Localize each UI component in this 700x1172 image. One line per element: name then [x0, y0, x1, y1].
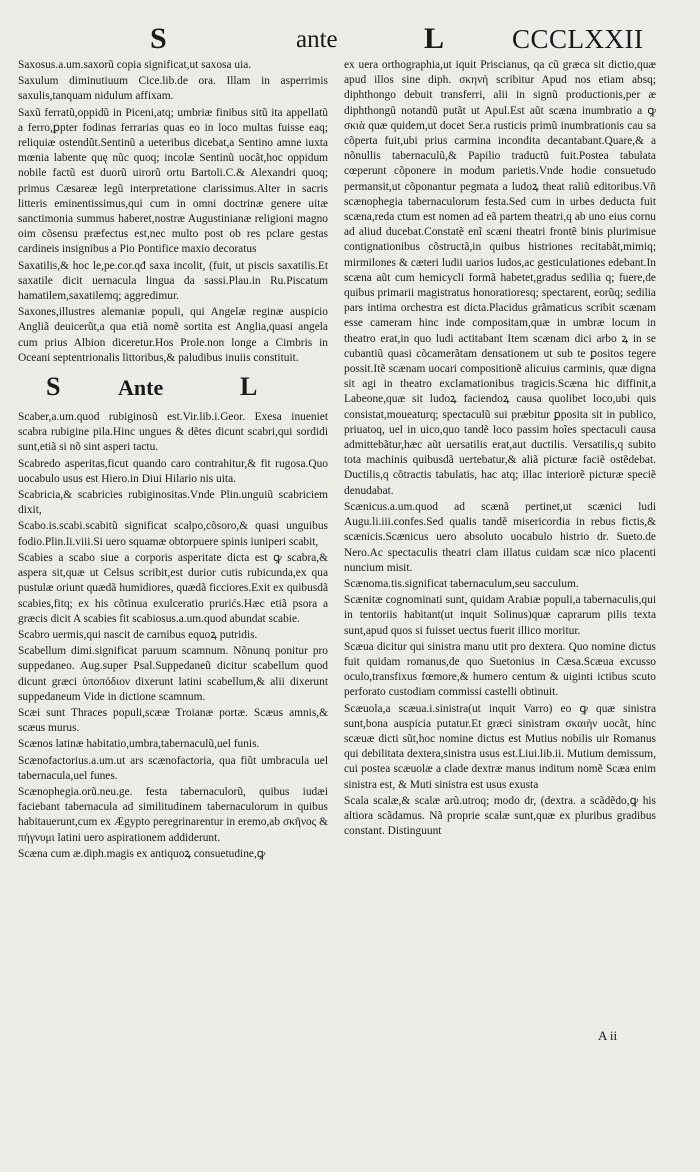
entry-saxosus: Saxosus.a.um.saxorũ copia significat,ut saxosa uia. [18, 59, 252, 71]
entry-scabies: Scabies a scabo siue a corporis asperitate dicta est ꝙ scabra,& aspera sit,quæ ut Celsus scribit,est durior cutis rubicunda,ex qua pustulæ oriunt quædã humidiores, quædã ficciores.Exit ex quibusdã scabies,fitq; ex his cõtinua exulceratio prurićs.Hæc etiã psora a græcis dicit A scabies fit scabiosus.a.um.quod abundat scabie. [18, 551, 328, 625]
entry-saxulum: Saxulum diminutiuum Cice.lib.de ora. Illam in asperrimis saxulis,tanquam nidulum affixam. [18, 75, 328, 103]
header-running-title: ante [296, 26, 338, 53]
entry-scaenophegia: Scænophegia.orũ.neu.ge. festa tabernaculorũ, quibus iudæi faciebant tabernacula ad similitudinem tabernaculorum in quibus habitauerunt,cum ex Ægypto peregrinarentur in eremo,ab σκῆνος & πήγνυμι latini uero aspirationem addiderunt. [18, 785, 328, 844]
entry-scabo: Scabo.is.scabi.scabitũ significat scalpo,cõsoro,& quasi unguibus fodio.Plin.li.viii.Si uero squamæ obtorpuere spinis iuniperi scabit, [18, 520, 328, 548]
right-column [344, 58, 656, 840]
entry-scala: Scala scalæ,& scalæ arũ.utroq; modo dr, (dextra. a scãdẽdo,ꝙ his altiora scãdamus. Nã proprie scalæ sunt,quæ ex pluribus gradibus constant. Distinguunt [344, 794, 656, 838]
header-left-mark: S [150, 22, 167, 55]
section-right-mark: L [240, 372, 258, 402]
entry-scaei: Scæi sunt Thraces populi,scææ Troianæ portæ. Scæus amnis,& scæus murus. [18, 706, 328, 735]
signature-mark: A ii [598, 1028, 618, 1043]
entry-scabricia: Scabricia,& scabricies rubiginositas.Vnde Plin.unguiũ scabriciem dixit, [18, 489, 328, 517]
section-title: Ante [118, 375, 164, 401]
left-column [18, 58, 328, 863]
section-heading [18, 370, 328, 408]
header-right-mark: L [424, 22, 445, 55]
entry-scaenicus: Scænicus.a.um.quod ad scænã pertinet,ut scænici ludi Augu.li.iii.confes.Sed qualis tandẽ misericordia in rebus fictis,& scænicis.Scænicus uero absoluto uocabulo histrio dr. Sueto.de Nero.Ac spectaculis theatri clam illatus cuidam scæ nico placenti nuncium misit. [344, 500, 656, 574]
section-left-mark: S [46, 372, 61, 402]
entry-scaeuola: Scæuola,a scæua.i.sinistra(ut inquit Varro) eo ꝙ quæ sinistra sunt,bona auspicia putatur.Et græci sinistram σκαιὴν uocãt, hinc scæuæ dicti sũt,hoc nomine dictus est Mutius nobilis uir Romanus qui debilitata dextera,sinistra usus est.Liui.lib.ii. Mutium demissum, cui postea scæuolæ a clade dextræ manus inditum nomẽ Scæa enim sinistra est, & Muti sinistra est usus exusta [344, 702, 656, 791]
entry-scabellum: Scabellum dimi.significat paruum scamnum. Nõnunq ponitur pro suppedaneo. Aug.super Psal.Suppedaneũ dicitur scabellum quod dicunt græci ὑποπόδιον dixerunt latini scabellum,& alii dixerunt suppedaneum Vide in dictione scamnum. [18, 645, 328, 703]
entry-saxones: Saxones,illustres alemaniæ populi, qui Angelæ reginæ auspicio Angliã deuicerũt,a qua etiã nomẽ sortita est Anglia,quasi angela cum prius Albion diceretur.Hos Prole.non longe a Cimbris in Oceani septentrionalis littoribus,& paludibus inuiis constituit. [18, 306, 328, 364]
entry-scaena-continued: ex uera orthographia,ut iquit Priscianus, qa cũ græca sit dictio,quæ apud illos sine diph. σκηνὴ scribitur Apud nos etiam absq; diphthongo debuit transferri, alii in signũ productionis,per æ diphthongũ notandũ putãt ut Apul.Est aũt scæna inumbratio a ꝙ σκιὰ quæ quidem,ut docet Ser.a rusticis primũ inumbrationis cau sa cõperta fuit,ubi prius carmina incondita decantabant.Quare,& a nõnullis tabernaculũ,& Papilio traductũ fuit.Postea tabulata cœperunt cõponere in modum parietis.Vnde hodie consuetudo permansit,ut cõponantur pegmata a ludoꝝ theat raliũ editoribus.Vñ scænophegia tabernaculorum festa.Sed cum in urbes deducta fuit scæna,reda ctum est nomen ad eã partem theatri,q ab uno eius cornu ad aliud ducebat.Constatẽ enĩ scæni theatri frontẽ binis plurimisue contignationibus cõstructã,in quibus histriones recitabãt,mimiq; mirmilones & cæteri ludii uarios ludos,ac gesticulationes edebant.In scæna aũt cum hemicycli formã habetet,gradus sedilia q; fuere,de quibus primarii magistratus honoratioresq; spectarent, eorũq; sedilia pars intima orchestra est dicta.Placidus grãmaticus scribit scænam esse cameram hinc inde compositam,quæ in umbræ locum in theatro erat,in quo ludi actitabant Item scænam dici arbo ꝝ in se cubantiũ quasi cõcamerãtam densationem ut sub te ꝑositos tegere possit.Itẽ scænam uocari compositionẽ alicuius carminis, quæ digna sit agi in theatro exclamationibus tragicis.Scæna hic diffinit,a Labeone,quæ sit ludoꝝ faciendoꝝ causa quolibet loco,ubi quis consistat,moueaturq; spectaculũ sui præbitur ꝑposita sit in publico, priuatoq, uel in uico,quo tandẽ loco passim hoĩes spectaculi causa admittebãtur,hæc aũt uersatilis erat,aut ductilis. Versatilis,q subito tota machinis quibusdã uertebatur,& aliã picturæ faciẽ ostẽdebat. Ductilis,q cõtractis tabulatis, hac atq; illac interiorẽ picturæ speciẽ denudabat. [344, 59, 656, 497]
entry-scaenofactorius: Scænofactorius.a.um.ut ars scænofactoria, qua fiũt umbracula uel tabernacula,uel funes. [18, 754, 328, 782]
entry-scaenoma: Scænoma.tis.significat tabernaculum,seu sacculum. [344, 577, 579, 590]
entry-scabredo: Scabredo asperitas,ficut quando caro contrahitur,& fit rugosa.Quo uocabulo usus est Hiero.in Diui Hilario nis uita. [18, 457, 328, 485]
entry-scaena: Scæna cum æ.diph.magis ex antiquoꝝ consuetudine,ꝙ [18, 847, 266, 860]
folio-number: CCCLXXII [512, 24, 644, 54]
entry-scaber: Scaber,a.um.quod rubiginosũ est.Vir.lib.i.Geor. Exesa inueniet scabra rubigine pila.Hinc ungues & dẽtes dicunt scabri,qui sordidi sunt,etiã si nõ sint asperi tactu. [18, 411, 328, 454]
entry-scabro: Scabro uermis,qui nascit de carnibus equoꝝ putridis. [18, 628, 258, 641]
entry-saxatilis: Saxatilis,& hoc le,pe.cor.qđ saxa incolit, (fuit, ut piscis saxatilis.Et saxatile dicit uernacula lingua da sassi.Plau.in Ru.Piscatum hamatilem,saxatilemq; aggredimur. [18, 259, 328, 303]
entry-saxum-ferratum: Saxũ ferratũ,oppidũ in Piceni,atq; umbriæ finibus sitũ ita appellatũ a ferro,ꝑpter fodinas ferrarias quas eo in loco multas fuisse eaq; reliquiæ ostendũt.Sentinũ a ueteribus dicebat,a Sentino amne iuxta mœnia labente quę nũc quoq; incolæ Sentinũ uocãt,hoc oppidum nobile factũ est duorũ uirorũ ortu Bartoli.C.& Alexandri quoq; primus Cæsareæ legũ interpretatione clarissimus.Alter in sacris litteris eminentissimus,qui cum in omni doctrinæ genere uitæ sanctimonia summus haberet,nostræ Augustinianæ religioni magno oim cõsensu præfectus est,nec multo post ob res pclare gestas cardineis insignibus a Pio Pontifice maxio decoratus [18, 106, 328, 256]
entry-scaeua: Scæua dicitur qui sinistra manu utit pro dextera. Quo nomine dictus fuit quidam romanus,de quo Suetonius in Cæsa.Scæua excusso oculo,transfixus fœmore,& humero centum & uiginti ictibus scuto perforato custodiam commissi castelli obtinuit. [344, 640, 656, 699]
running-header [0, 22, 700, 58]
entry-scaenos: Scænos latinæ habitatio,umbra,tabernaculũ,uel funis. [18, 738, 260, 751]
entry-scaenitae: Scænitæ cognominati sunt, quidam Arabiæ populi,a tabernaculis,qui in tentoriis habitant(ut inquit Solinus)quæ caprarum pilis texta sunt,apud quos si fuisset uectus fuerit illico moritur. [344, 594, 656, 637]
